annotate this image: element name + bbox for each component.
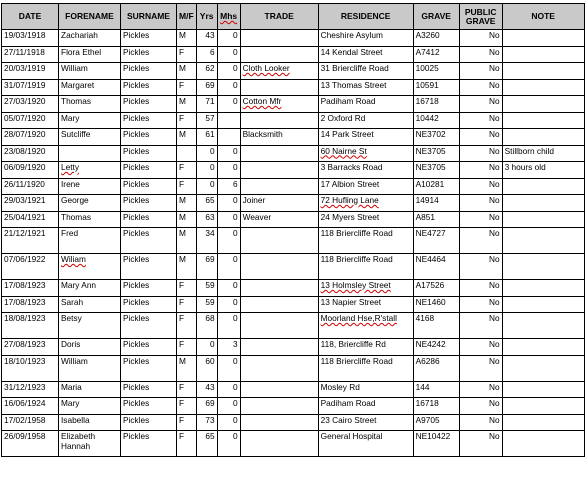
cell-forename: George [59,195,121,212]
cell-public-grave: No [459,162,502,179]
cell-note [502,211,584,228]
cell-public-grave: No [459,30,502,47]
cell-note [502,381,584,398]
cell-months: 0 [217,381,240,398]
table-row [2,280,585,297]
cell-trade: Blacksmith [240,129,318,146]
cell-years: 61 [196,129,217,146]
cell-public-grave: No [459,145,502,162]
cell-note [502,178,584,195]
cell-months: 0 [217,313,240,339]
cell-years: 65 [196,195,217,212]
cell-grave: A17526 [413,280,459,297]
cell-note [502,339,584,356]
table-row [2,431,585,457]
cell-months: 0 [217,79,240,96]
cell-trade [240,431,318,457]
cell-public-grave: No [459,46,502,63]
cell-forename: Mary [59,398,121,415]
cell-years: 59 [196,280,217,297]
cell-date: 18/10/1923 [2,355,59,381]
cell-forename [59,145,121,162]
cell-note [502,46,584,63]
cell-forename: Mary [59,112,121,129]
cell-months: 3 [217,339,240,356]
cell-sex: F [177,280,197,297]
cell-forename: Betsy [59,313,121,339]
cell-surname: Pickles [121,30,177,47]
cell-date: 25/04/1921 [2,211,59,228]
cell-residence: Padiham Road [318,96,413,113]
cell-residence: 13 Napier Street [318,296,413,313]
cell-trade [240,254,318,280]
cell-grave: 16718 [413,398,459,415]
cell-years: 0 [196,339,217,356]
header-grave: GRAVE [413,4,459,30]
cell-grave: A7412 [413,46,459,63]
cell-forename: William [59,63,121,80]
cell-trade [240,296,318,313]
cell-note [502,355,584,381]
cell-years: 68 [196,313,217,339]
cell-years: 69 [196,398,217,415]
burial-records-table [1,3,585,457]
table-row [2,339,585,356]
cell-residence: Padiham Road [318,398,413,415]
cell-years: 73 [196,414,217,431]
cell-sex: F [177,431,197,457]
cell-months: 0 [217,195,240,212]
cell-date: 23/08/1920 [2,145,59,162]
header-trade: TRADE [240,4,318,30]
table-row [2,211,585,228]
cell-sex: F [177,162,197,179]
cell-forename: Zachariah [59,30,121,47]
cell-years: 60 [196,355,217,381]
cell-years: 57 [196,112,217,129]
cell-residence: 2 Oxford Rd [318,112,413,129]
table-row [2,96,585,113]
header-note: NOTE [502,4,584,30]
cell-residence: General Hospital [318,431,413,457]
cell-sex: M [177,355,197,381]
cell-sex: M [177,228,197,254]
cell-residence: 13 Thomas Street [318,79,413,96]
cell-trade [240,46,318,63]
cell-residence: 72 Hufling Lane [318,195,413,212]
cell-years: 0 [196,178,217,195]
cell-years: 0 [196,162,217,179]
cell-surname: Pickles [121,414,177,431]
cell-years: 59 [196,296,217,313]
cell-trade [240,355,318,381]
cell-note [502,79,584,96]
cell-grave: NE10422 [413,431,459,457]
cell-months: 0 [217,414,240,431]
header-months: Mhs [217,4,240,30]
cell-surname: Pickles [121,63,177,80]
cell-note [502,63,584,80]
cell-public-grave: No [459,96,502,113]
cell-forename: Margaret [59,79,121,96]
table-row [2,228,585,254]
cell-trade [240,414,318,431]
cell-surname: Pickles [121,228,177,254]
cell-surname: Pickles [121,96,177,113]
cell-surname: Pickles [121,112,177,129]
cell-months: 0 [217,280,240,297]
cell-forename: Doris [59,339,121,356]
cell-sex: F [177,339,197,356]
cell-sex: M [177,254,197,280]
cell-sex: M [177,30,197,47]
cell-note [502,96,584,113]
cell-note [502,296,584,313]
table-row [2,195,585,212]
cell-surname: Pickles [121,79,177,96]
cell-years: 65 [196,431,217,457]
cell-note [502,431,584,457]
cell-date: 05/07/1920 [2,112,59,129]
cell-grave: 10025 [413,63,459,80]
header-date: DATE [2,4,59,30]
cell-date: 06/09/1920 [2,162,59,179]
cell-grave: NE4464 [413,254,459,280]
cell-grave: NE1460 [413,296,459,313]
cell-grave: 4168 [413,313,459,339]
cell-months: 0 [217,211,240,228]
cell-sex: M [177,96,197,113]
cell-date: 28/07/1920 [2,129,59,146]
cell-months: 0 [217,398,240,415]
cell-forename: Letty [59,162,121,179]
cell-note [502,129,584,146]
cell-months: 6 [217,178,240,195]
cell-surname: Pickles [121,195,177,212]
cell-years: 62 [196,63,217,80]
table-row [2,398,585,415]
cell-date: 29/03/1921 [2,195,59,212]
cell-years: 71 [196,96,217,113]
cell-trade [240,398,318,415]
cell-grave: A10281 [413,178,459,195]
cell-trade [240,162,318,179]
cell-date: 31/12/1923 [2,381,59,398]
cell-years: 6 [196,46,217,63]
cell-residence: 24 Myers Street [318,211,413,228]
cell-note [502,112,584,129]
cell-grave: A3260 [413,30,459,47]
header-sex: M/F [177,4,197,30]
cell-trade [240,178,318,195]
cell-grave: 10442 [413,112,459,129]
cell-months [217,129,240,146]
cell-public-grave: No [459,254,502,280]
cell-residence: 60 Nairne St [318,145,413,162]
header-forename: FORENAME [59,4,121,30]
header-years: Yrs [196,4,217,30]
cell-trade: Weaver [240,211,318,228]
cell-surname: Pickles [121,339,177,356]
cell-trade [240,313,318,339]
cell-note [502,254,584,280]
cell-grave: NE4727 [413,228,459,254]
cell-forename: Wiliam [59,254,121,280]
cell-years: 34 [196,228,217,254]
cell-months: 0 [217,30,240,47]
cell-sex: F [177,112,197,129]
cell-grave: A6286 [413,355,459,381]
cell-surname: Pickles [121,431,177,457]
cell-years: 69 [196,254,217,280]
cell-months: 0 [217,96,240,113]
cell-residence: 3 Barracks Road [318,162,413,179]
cell-trade [240,79,318,96]
cell-grave: NE4242 [413,339,459,356]
cell-public-grave: No [459,280,502,297]
cell-residence: 31 Briercliffe Road [318,63,413,80]
table-row [2,414,585,431]
cell-forename: Thomas [59,96,121,113]
cell-surname: Pickles [121,211,177,228]
cell-date: 16/06/1924 [2,398,59,415]
cell-sex: F [177,381,197,398]
cell-public-grave: No [459,398,502,415]
header-public-grave: PUBLIC GRAVE [459,4,502,30]
cell-trade: Cotton Mfr [240,96,318,113]
cell-note [502,398,584,415]
cell-residence: 118 Briercliffe Road [318,228,413,254]
cell-trade: Joiner [240,195,318,212]
cell-years: 69 [196,79,217,96]
table-row [2,46,585,63]
cell-grave: NE3702 [413,129,459,146]
cell-trade [240,280,318,297]
cell-note [502,313,584,339]
cell-note [502,228,584,254]
cell-forename: Maria [59,381,121,398]
cell-residence: 14 Kendal Street [318,46,413,63]
cell-public-grave: No [459,228,502,254]
cell-public-grave: No [459,339,502,356]
cell-trade [240,228,318,254]
cell-note: Stillborn child [502,145,584,162]
cell-date: 18/08/1923 [2,313,59,339]
cell-surname: Pickles [121,381,177,398]
cell-date: 26/09/1958 [2,431,59,457]
cell-years: 63 [196,211,217,228]
cell-grave: NE3705 [413,145,459,162]
cell-sex: M [177,195,197,212]
cell-forename: Thomas [59,211,121,228]
cell-trade [240,339,318,356]
table-row [2,162,585,179]
cell-grave: 10591 [413,79,459,96]
cell-date: 17/08/1923 [2,280,59,297]
cell-sex: F [177,414,197,431]
cell-grave: 14914 [413,195,459,212]
cell-date: 17/08/1923 [2,296,59,313]
cell-note [502,414,584,431]
cell-forename: Fred [59,228,121,254]
cell-months: 0 [217,431,240,457]
cell-sex: M [177,63,197,80]
cell-sex: F [177,178,197,195]
cell-public-grave: No [459,195,502,212]
cell-months: 0 [217,296,240,313]
cell-surname: Pickles [121,162,177,179]
cell-months [217,112,240,129]
cell-surname: Pickles [121,280,177,297]
cell-surname: Pickles [121,313,177,339]
cell-date: 17/02/1958 [2,414,59,431]
cell-sex: F [177,79,197,96]
cell-public-grave: No [459,296,502,313]
table-row [2,355,585,381]
cell-forename: Irene [59,178,121,195]
cell-surname: Pickles [121,254,177,280]
cell-trade [240,112,318,129]
cell-date: 27/08/1923 [2,339,59,356]
cell-sex: F [177,46,197,63]
cell-date: 20/03/1919 [2,63,59,80]
cell-months: 0 [217,145,240,162]
table-row [2,145,585,162]
cell-date: 19/03/1918 [2,30,59,47]
cell-grave: 16718 [413,96,459,113]
cell-surname: Pickles [121,398,177,415]
cell-grave: NE3705 [413,162,459,179]
header-residence: RESIDENCE [318,4,413,30]
cell-public-grave: No [459,211,502,228]
cell-public-grave: No [459,79,502,96]
cell-note [502,280,584,297]
cell-date: 07/06/1922 [2,254,59,280]
table-row [2,296,585,313]
cell-sex: M [177,129,197,146]
header-surname: SURNAME [121,4,177,30]
cell-trade: Cloth Looker [240,63,318,80]
cell-years: 43 [196,381,217,398]
cell-note: 3 hours old [502,162,584,179]
cell-residence: 17 Albion Street [318,178,413,195]
cell-residence: 14 Park Street [318,129,413,146]
cell-sex: F [177,313,197,339]
table-row [2,79,585,96]
cell-forename: William [59,355,121,381]
cell-grave: A851 [413,211,459,228]
cell-residence: 13 Holmsley Street [318,280,413,297]
cell-residence: 23 Cairo Street [318,414,413,431]
cell-months: 0 [217,162,240,179]
cell-public-grave: No [459,355,502,381]
table-row [2,254,585,280]
cell-residence: 118 Briercliffe Road [318,254,413,280]
table-row [2,313,585,339]
table-row [2,381,585,398]
records-body [2,30,585,457]
cell-forename: Flora Ethel [59,46,121,63]
cell-surname: Pickles [121,296,177,313]
cell-public-grave: No [459,63,502,80]
cell-trade [240,30,318,47]
cell-months: 0 [217,46,240,63]
cell-residence: Mosley Rd [318,381,413,398]
cell-public-grave: No [459,313,502,339]
cell-date: 21/12/1921 [2,228,59,254]
cell-forename: Isabella [59,414,121,431]
cell-residence: Moorland Hse,R'stall [318,313,413,339]
cell-surname: Pickles [121,178,177,195]
cell-surname: Pickles [121,145,177,162]
cell-forename: Sarah [59,296,121,313]
cell-forename: Mary Ann [59,280,121,297]
table-row [2,63,585,80]
cell-note [502,30,584,47]
cell-date: 26/11/1920 [2,178,59,195]
cell-public-grave: No [459,381,502,398]
cell-date: 27/03/1920 [2,96,59,113]
cell-surname: Pickles [121,46,177,63]
cell-sex: M [177,211,197,228]
cell-residence: Cheshire Asylum [318,30,413,47]
cell-date: 31/07/1919 [2,79,59,96]
cell-months: 0 [217,63,240,80]
cell-public-grave: No [459,129,502,146]
cell-note [502,195,584,212]
table-row [2,129,585,146]
table-row [2,112,585,129]
table-row [2,178,585,195]
cell-months: 0 [217,355,240,381]
cell-trade [240,381,318,398]
cell-grave: 144 [413,381,459,398]
cell-sex: F [177,296,197,313]
cell-grave: A9705 [413,414,459,431]
cell-months: 0 [217,254,240,280]
cell-public-grave: No [459,431,502,457]
cell-public-grave: No [459,178,502,195]
cell-public-grave: No [459,112,502,129]
cell-forename: Elizabeth Hannah [59,431,121,457]
cell-date: 27/11/1918 [2,46,59,63]
cell-surname: Pickles [121,355,177,381]
cell-surname: Pickles [121,129,177,146]
header-row [2,4,585,30]
table-row [2,30,585,47]
cell-trade [240,145,318,162]
cell-public-grave: No [459,414,502,431]
cell-residence: 118, Briercliffe Rd [318,339,413,356]
cell-forename: Sutcliffe [59,129,121,146]
cell-sex: F [177,398,197,415]
cell-sex [177,145,197,162]
cell-years: 0 [196,145,217,162]
cell-months: 0 [217,228,240,254]
cell-years: 43 [196,30,217,47]
cell-residence: 118 Briercliffe Road [318,355,413,381]
